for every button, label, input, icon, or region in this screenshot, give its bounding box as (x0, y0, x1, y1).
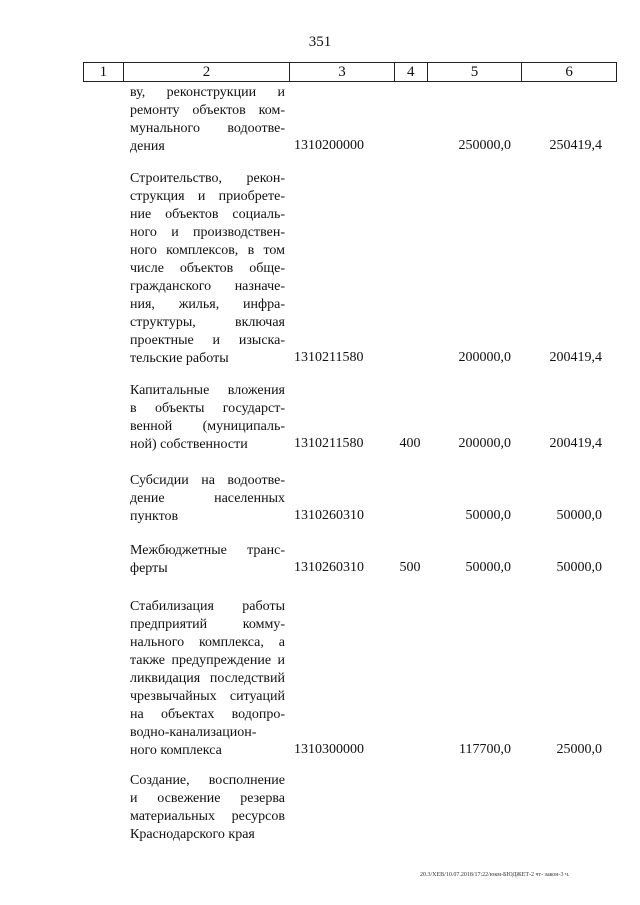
description-line: дения (130, 139, 165, 154)
row-code: 1310260310 (294, 560, 364, 575)
description-line: мунального водоотве- (130, 121, 285, 136)
row-value-5: 200000,0 (458, 350, 511, 365)
description-line: ремонту объектов ком- (130, 103, 285, 118)
row-description (130, 542, 285, 578)
description-line: струкция и приобрете- (130, 189, 285, 204)
description-line: нального комплекса, а (130, 635, 285, 650)
description-line: Краснодарского края (130, 827, 255, 842)
row-code: 1310211580 (294, 350, 364, 365)
description-line: предприятий комму- (130, 617, 285, 632)
description-line: структуры, включая (130, 315, 285, 330)
description-line: Капитальные вложения (130, 383, 285, 398)
description-line: ву, реконструкции и (130, 85, 285, 100)
description-line: ния, жилья, инфра- (130, 297, 285, 312)
description-line: чрезвычайных ситуаций (130, 689, 285, 704)
description-line: на объектах водопро- (130, 707, 285, 722)
description-line: проектные и изыска- (130, 333, 285, 348)
description-line: дение населенных (130, 491, 285, 506)
header-col-1: 1 (84, 63, 124, 81)
row-description (130, 598, 285, 760)
description-line: ние объектов социаль- (130, 207, 285, 222)
description-line: ликвидация последствий (130, 671, 285, 686)
description-line: и освежение резерва (130, 791, 285, 806)
description-line: ного комплексов, в том (130, 243, 285, 258)
row-value-6: 25000,0 (556, 742, 602, 757)
row-value-5: 50000,0 (465, 560, 511, 575)
row-code: 1310300000 (294, 742, 364, 757)
description-line: гражданского назначе- (130, 279, 285, 294)
description-line: пунктов (130, 509, 179, 524)
description-line: Стабилизация работы (130, 599, 285, 614)
row-type: 500 (399, 560, 421, 575)
description-line: ного комплекса (130, 743, 222, 758)
header-col-3: 3 (290, 63, 395, 81)
row-description (130, 472, 285, 526)
footer-stamp: 20.3/XEB/10.07.2018/17:22/юкм-БЮДЖЕТ-2 чт- закон-3 ч. (420, 872, 570, 878)
header-col-2: 2 (124, 63, 290, 81)
row-value-6: 250419,4 (549, 138, 602, 153)
row-value-6: 50000,0 (556, 508, 602, 523)
description-line: Субсидии на водоотве- (130, 473, 285, 488)
row-code: 1310260310 (294, 508, 364, 523)
description-line: Межбюджетные транс- (130, 543, 285, 558)
row-value-5: 200000,0 (458, 436, 511, 451)
header-col-5: 5 (428, 63, 523, 81)
row-value-5: 117700,0 (459, 742, 511, 757)
row-value-6: 50000,0 (556, 560, 602, 575)
row-value-5: 250000,0 (458, 138, 511, 153)
description-line: материальных ресурсов (130, 809, 285, 824)
description-line: ного и производствен- (130, 225, 285, 240)
description-line: венной (муниципаль- (130, 419, 285, 434)
row-type: 400 (399, 436, 421, 451)
description-line: числе объектов обще- (130, 261, 285, 276)
description-line: тельские работы (130, 351, 229, 366)
row-value-6: 200419,4 (549, 350, 602, 365)
row-code: 1310211580 (294, 436, 364, 451)
description-line: в объекты государст- (130, 401, 285, 416)
row-description (130, 382, 285, 454)
row-value-6: 200419,4 (549, 436, 602, 451)
row-description (130, 170, 285, 368)
header-col-6: 6 (565, 63, 573, 80)
page-number: 351 (308, 34, 332, 50)
table-header (83, 62, 617, 82)
row-description (130, 84, 285, 156)
description-line: Строительство, рекон- (130, 171, 285, 186)
row-description (130, 772, 285, 844)
description-line: ферты (130, 561, 168, 576)
header-col-4: 4 (395, 63, 428, 81)
description-line: водно-канализацион- (130, 725, 257, 740)
row-value-5: 50000,0 (465, 508, 511, 523)
description-line: ной) собственности (130, 437, 248, 452)
row-code: 1310200000 (294, 138, 364, 153)
description-line: Создание, восполнение (130, 773, 285, 788)
description-line: также предупреждение и (130, 653, 285, 668)
